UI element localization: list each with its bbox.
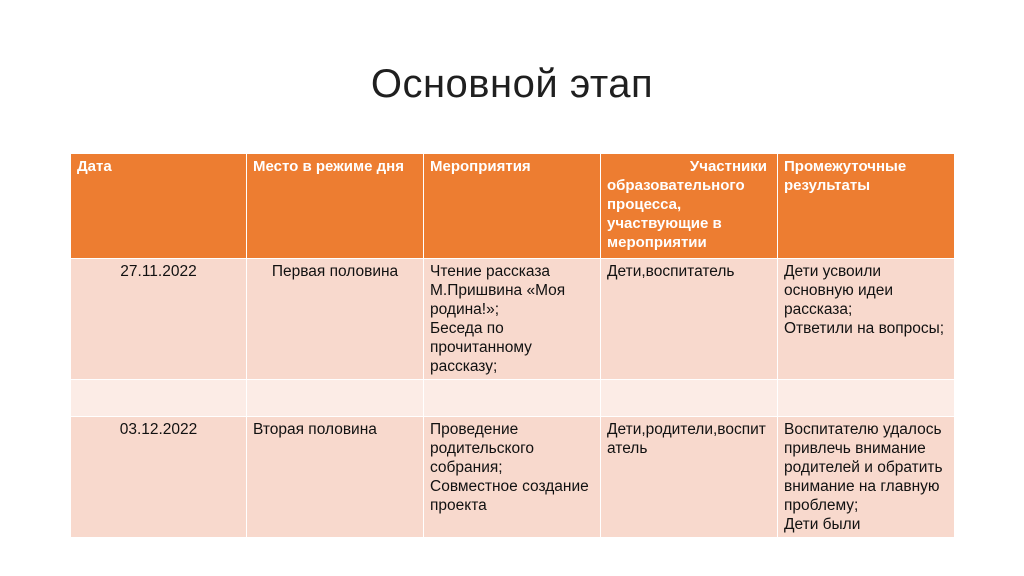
activity-line: Чтение рассказа М.Пришвина «Моя родина!»; — [430, 263, 566, 318]
header-participants — [601, 154, 778, 259]
schedule-table — [70, 153, 955, 538]
cell-participants — [601, 380, 778, 417]
cell-results — [778, 417, 955, 538]
cell-participants: Дети,воспитатель — [601, 259, 778, 380]
cell-date: 27.11.2022 — [71, 259, 247, 380]
cell-activities — [424, 417, 601, 538]
result-line: Воспитателю удалось привлечь внимание родителей и обратить внимание на главную проблему; — [784, 421, 943, 514]
cell-activities — [424, 259, 601, 380]
cell-date — [71, 380, 247, 417]
header-activities: Мероприятия — [424, 154, 601, 259]
header-date: Дата — [71, 154, 247, 259]
activity-line: Совместное создание проекта — [430, 478, 589, 514]
cell-activities — [424, 380, 601, 417]
header-time-of-day: Место в режиме дня — [247, 154, 424, 259]
table-row — [71, 417, 955, 538]
result-line: Ответили на вопросы; — [784, 320, 945, 337]
cell-results — [778, 259, 955, 380]
table-header-row — [71, 154, 955, 259]
result-line: Дети были — [784, 516, 861, 533]
cell-time-of-day — [247, 380, 424, 417]
cell-time-of-day: Вторая половина — [247, 417, 424, 538]
cell-results — [778, 380, 955, 417]
activity-line: Проведение родительского собрания; — [430, 421, 535, 476]
header-results: Промежуточные результаты — [778, 154, 955, 259]
cell-date: 03.12.2022 — [71, 417, 247, 538]
cell-participants: Дети,родители,воспитатель — [601, 417, 778, 538]
table-row — [71, 259, 955, 380]
header-participants-rest: образовательного процесса, участвующие в мероприятии — [607, 177, 745, 251]
activity-line: Беседа по прочитанному рассказу; — [430, 320, 532, 375]
table-row — [71, 380, 955, 417]
cell-time-of-day: Первая половина — [247, 259, 424, 380]
header-participants-line1: Участники — [689, 158, 767, 175]
result-line: Дети усвоили основную идеи рассказа; — [784, 263, 894, 318]
slide-title: Основной этап — [370, 62, 654, 106]
